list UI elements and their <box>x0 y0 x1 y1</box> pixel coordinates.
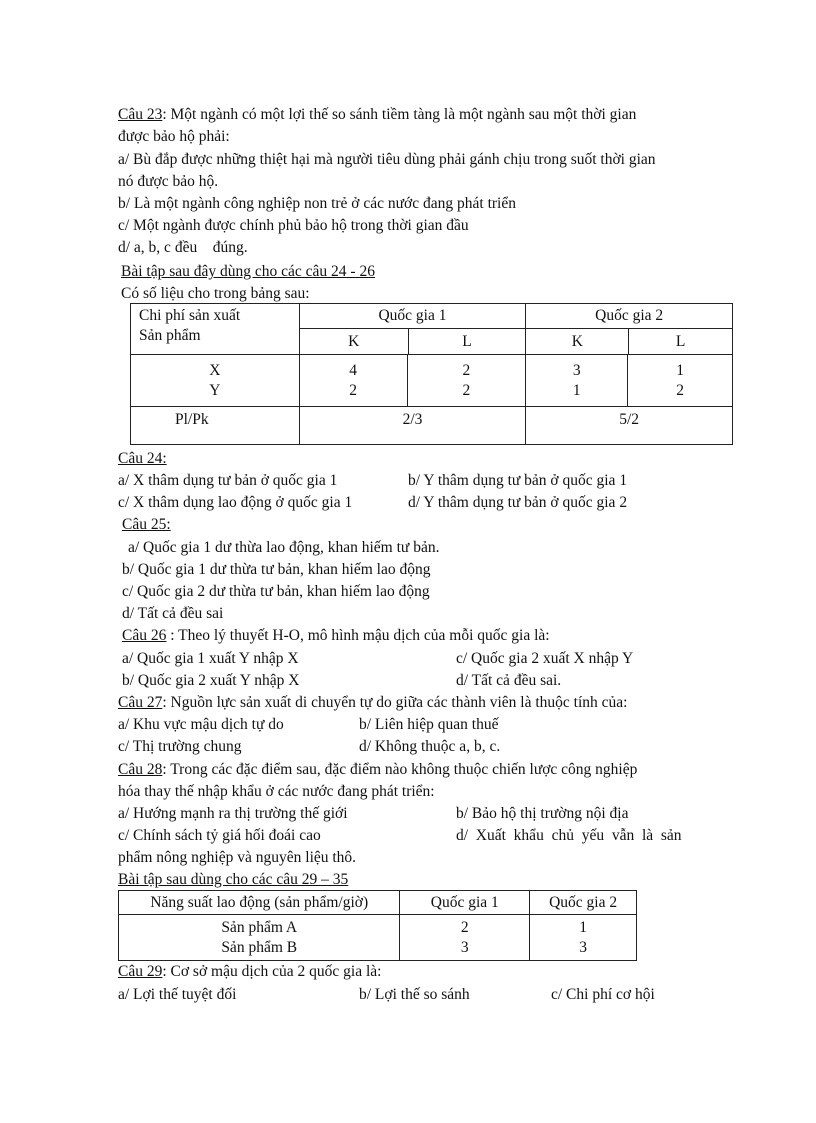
q23-line2: được bảo hộ phải: <box>118 128 230 145</box>
cell-b-c1: 3 <box>460 938 469 956</box>
cell-y-c2l: 2 <box>676 381 684 399</box>
q26-option-c: c/ Quốc gia 2 xuất X nhập Y <box>456 650 634 667</box>
q24-option-c: c/ X thâm dụng lao động ở quốc gia 1 <box>118 494 353 511</box>
q27-option-d: d/ Không thuộc a, b, c. <box>359 738 501 755</box>
cost-table-products <box>131 355 300 407</box>
q23-option-b: b/ Là một ngành công nghiệp non trẻ ở các nước đang phát triển <box>118 195 516 212</box>
q23-option-a-line1: a/ Bù đắp được những thiệt hại mà người tiêu dùng phải gánh chịu trong suốt thời gian <box>118 151 656 168</box>
productivity-table-products <box>119 915 400 961</box>
q26-option-d: d/ Tất cả đều sai. <box>456 672 562 689</box>
cost-table-l2: L <box>675 333 686 350</box>
q28-line1: Câu 28: Trong các đặc điểm sau, đặc điểm nào không thuộc chiến lược công nghiệp <box>118 761 638 778</box>
cell-x-c1k: 4 <box>349 361 357 379</box>
cost-table-product-x: X <box>209 361 221 379</box>
q23-option-d: d/ a, b, c đều đúng. <box>118 239 248 256</box>
q25-option-c: c/ Quốc gia 2 dư thừa tư bản, khan hiếm lao động <box>122 583 430 600</box>
cost-table-ratio2: 5/2 <box>526 407 733 445</box>
productivity-table-country2: Quốc gia 2 <box>530 891 637 915</box>
q23-label: Câu 23 <box>118 106 163 123</box>
q28-option-a: a/ Hướng mạnh ra thị trường thế giới <box>118 805 348 822</box>
q25-option-d: d/ Tất cả đều sai <box>122 605 224 622</box>
q24-option-d: d/ Y thâm dụng tư bản ở quốc gia 2 <box>408 494 628 511</box>
q27-option-c: c/ Thị trường chung <box>118 738 242 755</box>
q28-option-c: c/ Chính sách tỷ giá hối đoái cao <box>118 827 321 844</box>
q28-option-d-line2: phẩm nông nghiệp và nguyên liệu thô. <box>118 849 357 866</box>
cost-table-ratio1: 2/3 <box>299 407 526 445</box>
cell-x-c2k: 3 <box>572 361 581 379</box>
cost-table <box>130 303 733 445</box>
q27-option-a: a/ Khu vực mậu dịch tự do <box>118 716 284 733</box>
cell-y-c1k: 2 <box>349 381 357 399</box>
cell-x-c1l: 2 <box>462 361 471 379</box>
exercise1-title: Bài tập sau đây dùng cho các câu 24 - 26 <box>121 263 375 280</box>
q28-option-d-line1: d/ Xuất khẩu chủ yếu vẫn là sản <box>456 827 682 844</box>
q26-option-a: a/ Quốc gia 1 xuất Y nhập X <box>122 650 299 667</box>
cost-table-corner <box>131 304 300 355</box>
cost-table-c2k <box>526 355 628 407</box>
q29-option-b: b/ Lợi thế so sánh <box>359 986 470 1003</box>
cost-table-country1 <box>299 304 526 355</box>
q23-line1: Câu 23: Một ngành có một lợi thế so sánh tiềm tàng là một ngành sau một thời gian <box>118 106 637 123</box>
productivity-table <box>118 890 637 961</box>
cost-table-country1-label: Quốc gia 1 <box>300 304 526 329</box>
cost-table-product-y: Y <box>209 381 221 399</box>
cost-table-c1k <box>299 355 407 407</box>
product-b: Sản phẩm B <box>221 938 298 956</box>
q26-label: Câu 26 <box>122 627 167 644</box>
cost-table-country2 <box>526 304 733 355</box>
cell-a-c2: 1 <box>579 918 587 936</box>
q28-line2: hóa thay thế nhập khẩu ở các nước đang phát triển: <box>118 783 435 800</box>
q25-label: Câu 25: <box>122 516 171 533</box>
q27-option-b: b/ Liên hiệp quan thuế <box>359 716 499 733</box>
cell-b-c2: 3 <box>579 938 587 956</box>
productivity-table-c2 <box>530 915 637 961</box>
cell-y-c2k: 1 <box>572 381 581 399</box>
cost-table-c1l <box>407 355 526 407</box>
cost-table-l1: L <box>462 333 472 350</box>
cell-a-c1: 2 <box>460 918 469 936</box>
cell-x-c2l: 1 <box>676 361 684 379</box>
q29-line: Câu 29: Cơ sở mậu dịch của 2 quốc gia là: <box>118 963 382 980</box>
cost-table-k2: K <box>526 329 629 354</box>
cost-table-c2l <box>628 355 733 407</box>
q25-option-b: b/ Quốc gia 1 dư thừa tư bản, khan hiếm lao động <box>122 561 431 578</box>
q29-label: Câu 29 <box>118 963 163 980</box>
q26-line: Câu 26 : Theo lý thuyết H-O, mô hình mậu dịch của mỗi quốc gia là: <box>122 627 550 644</box>
q28-option-b: b/ Bảo hộ thị trường nội địa <box>456 805 629 822</box>
cell-y-c1l: 2 <box>462 381 471 399</box>
q24-label: Câu 24: <box>118 450 167 467</box>
product-a: Sản phẩm A <box>221 918 298 936</box>
q25-option-a: a/ Quốc gia 1 dư thừa lao động, khan hiếm tư bản. <box>128 539 440 556</box>
q28-label: Câu 28 <box>118 761 163 778</box>
cost-table-ratio-label: Pl/Pk <box>131 407 300 445</box>
cost-table-corner-label1: Chi phí sản xuất <box>139 307 241 324</box>
productivity-table-c1 <box>400 915 530 961</box>
exercise1-intro: Có số liệu cho trong bảng sau: <box>121 285 310 302</box>
q24-option-a: a/ X thâm dụng tư bản ở quốc gia 1 <box>118 472 338 489</box>
cost-table-country2-label: Quốc gia 2 <box>526 304 732 329</box>
productivity-table-country1: Quốc gia 1 <box>400 891 530 915</box>
exercise2-title: Bài tập sau dùng cho các câu 29 – 35 <box>118 871 349 888</box>
q29-option-c: c/ Chi phí cơ hội <box>551 986 655 1003</box>
q27-line: Câu 27: Nguồn lực sản xuất di chuyển tự do giữa các thành viên là thuộc tính của: <box>118 694 628 711</box>
q26-option-b: b/ Quốc gia 2 xuất Y nhập X <box>122 672 300 689</box>
q27-label: Câu 27 <box>118 694 163 711</box>
q29-option-a: a/ Lợi thế tuyệt đối <box>118 986 237 1003</box>
productivity-table-header: Năng suất lao động (sản phẩm/giờ) <box>119 891 400 915</box>
q23-option-c: c/ Một ngành được chính phủ bảo hộ trong thời gian đầu <box>118 217 469 234</box>
cost-table-corner-label2: Sản phẩm <box>139 327 201 344</box>
cost-table-k1: K <box>300 329 409 354</box>
q23-option-a-line2: nó được bảo hộ. <box>118 173 219 190</box>
q24-option-b: b/ Y thâm dụng tư bản ở quốc gia 1 <box>408 472 628 489</box>
